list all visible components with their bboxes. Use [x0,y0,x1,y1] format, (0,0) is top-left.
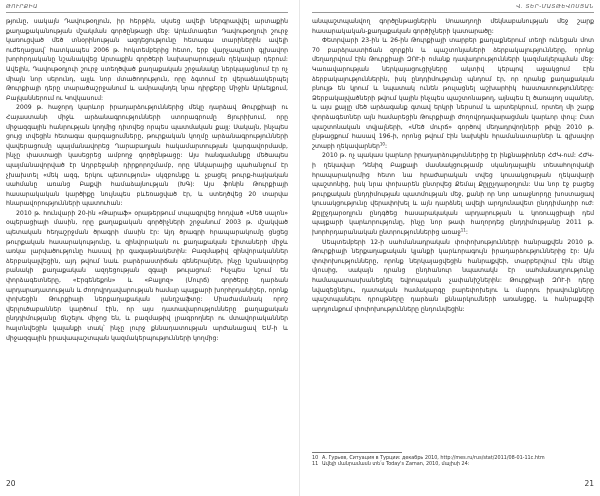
page-number: 20 [6,479,16,488]
page-number: 21 [584,479,594,488]
footnote-text: Ավելի մանրամասն տե՛ս Today's Zaman, 2010, մայիսի 24: [322,461,470,468]
left-page [6,0,288,496]
footnote-number: 10 [312,455,319,461]
right-page [312,0,594,496]
running-head: Վ. ՏԵՐ-ՄԱՏԹԵՎՈՍՅԱՆ [516,4,594,10]
paragraph: Սեպտեմբերի 12-ի սահմանադրական փոփոխությունների հանրաքվեն 2010 թ. Թուրքիայի ներքաղաքական կյանքի կարևորագույն իրադարձություններից էր: Այն փոփոխությունները, որոնք ներկայացվեցին հանրաքվեի, տարբերվում էին մեկը մյուսից, սակայն դրանց ընդհանուր նպատակն էր սահմանադրությունը համապատասխանեցնել եվրոպական չափանիշներին: Թուրքիայի ԶՈՒ-ի դերը նվազեցնելու, դատական համակարգը բարեփոխելու և մարդու իրավունքները պաշտպանելու դրույթները դարձան քննարկումների առանցքը, և հանրաքվեի արդյունքում փոփոխությունները ընդունվեցին: [312,238,594,313]
body-text [6,17,288,343]
footnote-number: 11 [312,461,319,468]
footnote-rule [312,452,402,453]
paragraph: 2009 թ. հաջորդ կարևոր իրադարձություններից մեկը դարձավ Թուրքիայի ու Հայաստանի միջև արձանագրությունների ստորագրումը Ցյուրիխում, որը միջազգային հանրության կողմից դիտվեց որպես պատմական քայլ: Սակայն, ինչպես ցույց տվեցին հետագա զարգացումները, թուրքական կողմը արձանագրությունների վավերացումը պայմանավորեց Ղարաբաղյան հակամարտության կարգավորմամբ, ինչը փաստացի կասեցրեց ամբողջ գործընթացը: Այս հանգամանքը մեծապես պայմանավորված էր Ադրբեջանի դիրքորոշմամբ, որը Անկարայից պահանջում էր չխախտել «մեկ ազգ, երկու պետություն» սկզբունքը և չբացել թուրք-հայկական սահմանը առանց Բաքվի համաձայնության (ԽԳ): Այս ֆոնին Թուրքիայի հասարակական կարծիքը նույնպես բևեռացված էր, և ստեղծվեց 20 տարվա հնարավորությունների պատուհան: [6,104,288,208]
footnotes [312,452,594,468]
paragraph: 2010 թ. հունվարի 20-ին «Թարաֆ» օրաթերթում տպագրվեց հոդված «Մեծ սալոն» օպերացիայի մասին, որը քաղաքական գործիչների շրջանում 2003 թ. մշակված պետական հեղաշրջման ծրագրի մասին էր: Այդ ծրագրի հրապարակումը ցնցեց թուրքական հասարակությունը, և զինվորական ու քաղաքական էլիտաների միջև առկա լարվածությունը հասավ իր գագաթնակետին: Բազմաթիվ զինվորականներ ձերբակալվեցին, այդ թվում նաև բարձրաստիճան գեներալներ, ինչը նշանավորեց բանակի քաղաքական ազդեցության զգալի թուլացում: Ինչպես նշում են փորձագետները, «Էրգենեքոն» և «Բալյոզ» (Մուրճ) գործերը դարձան արդարադատության և ժողովրդավարության համար պայքարի խորհրդանիշեր, որոնք փոխեցին Թուրքիայի ներքաղաքական լանդշաֆտը: Միաժամանակ որոշ վերլուծաբաններ կարծում էին, որ այս դատավարությունները քաղաքական ընդդիմությանը ճնշելու միջոց են, և բազմաթիվ լրագրողներ ու մտավորականներ հայտնվեցին կալանքի տակ՝ ինչը լուրջ քննադատության արժանացավ ԵՄ-ի և միջազգային իրավապաշտպան կազմակերպությունների կողմից: [6,209,288,342]
paragraph: թյունը, սակայն Դավութօղլուն, իր հերթին, սկսեց ավելի ներգրավվել արտաքին քաղաքականության մշակման գործընթացի մեջ: Արևմտագետ Դավութօղլուի շուրջ կառուցված մեծ տնօրինության ազդեցությունը հետագա տարիներին ավելի ուժեղացավ՝ հատկապես 2006 թ. հոկտեմբերից հետո, երբ վարչապետի գլխավոր խորհրդականը նշանակվեց Արտաքին գործերի նախարարության ղեկավար դերում: Ավելին, Դավութօղլուի շուրջ ստեղծված քաղաքական շրջանակը ներկայացնում էր ոչ միայն նոր սերունդ, այլև նոր մտածողություն, որը ձգտում էր վերաձևակերպել Թուրքիայի դերը տարածաշրջանում և ամրապնդել նրա դիրքերը Միջին Արևելքում, Բալկաններում ու Կովկասում: [6,18,288,102]
paragraph: Փետրվարի 23-ին և 26-ին Թուրքիայի տարբեր քաղաքներում տեղի ունեցան մոտ 70 բարձրաստիճան զորքին և պաշտոնյաների ձերբակալությունները, որոնք մեղադրվում էին Թուրքիայի ԶՈՒ-ի ոմանք դավադրությունների կազմակերպման մեջ: Կառավարության ներկայացուցիչները ակտիվ կերպով աջակցում էին ձերբակալություններին, իսկ ընդդիմությունը պնդում էր, որ դրանք քաղաքական բնույթ են կրում և նպատակ ունեն թուլացնել աշխարհիկ հաստատությունները: Ձերբակալվածների թվում կային ինչպես պաշտոնաթող, այնպես էլ ծառայող սպաներ, և այս քայլը մեծ արձագանք գտավ երկրի ներսում և արտերկրում, որտեղ մի շարք փորձագետներ այն համարեցին Թուրքիայի ժողովրդավարացման կարևոր փուլ: Ըստ պաշտոնական տվյալների, «Մեծ մուրճ» գործով մեղադրվողների թիվը 2010 թ. ընթացքում հասավ 196-ի, որոնց թվում էին նախկին հրամանատարներ և գլխավոր շտաբի ղեկավարներ$^{10}$: [312,37,594,150]
footnote-text: А. Гурьев, Ситуация в Турции: декабрь 2010, http://mes.ru/rus/stat/2011/08-01-11c.htm [322,455,545,461]
header-rule [312,12,594,13]
running-head: ԹՈՒՐՔԻԱ [6,4,38,10]
paragraph: 2010 թ. ոչ պակաս կարևոր իրադարձություններից էր ինքնաթիռներ ՀԺԿ-ում: ՀԺԿ-ի ղեկավար Դենիզ Բայքալի մասնակցությամբ սկանդալային տեսահոլովակի հրապարակումից հետո նա հրաժարական տվեց կուսակցության ղեկավարի պաշտոնից, իսկ նրա փոխարեն ընտրվեց Քեմալ Քըլըչդարօղլուն: Սա նոր էջ բացեց թուրքական ընդդիմության պատմության մեջ, քանի որ նոր առաջնորդը խոստացավ կուսակցությունը վերափոխել և այն դարձնել ավելի արդյունավետ ընդդիմադիր ուժ: Քըլըչդարօղլուն ընդգծեց հասարակական արդարության և կոռուպցիայի դեմ պայքարի կարևորությունը, ինչը նոր թափ հաղորդեց ընդդիմությանը 2011 թ. խորհրդարանական ընտրություններից առաջ$^{11}$: [312,152,594,237]
header-rule [6,12,288,13]
body-text [312,17,594,314]
paragraph: անպաշտպանվող գործընթացներին Սոաադողի մեկնաբանության մեջ շարք հասարակական-քաղաքական գործիչների կատարածը: [312,18,594,35]
footnote [312,461,594,467]
gutter [299,0,300,496]
